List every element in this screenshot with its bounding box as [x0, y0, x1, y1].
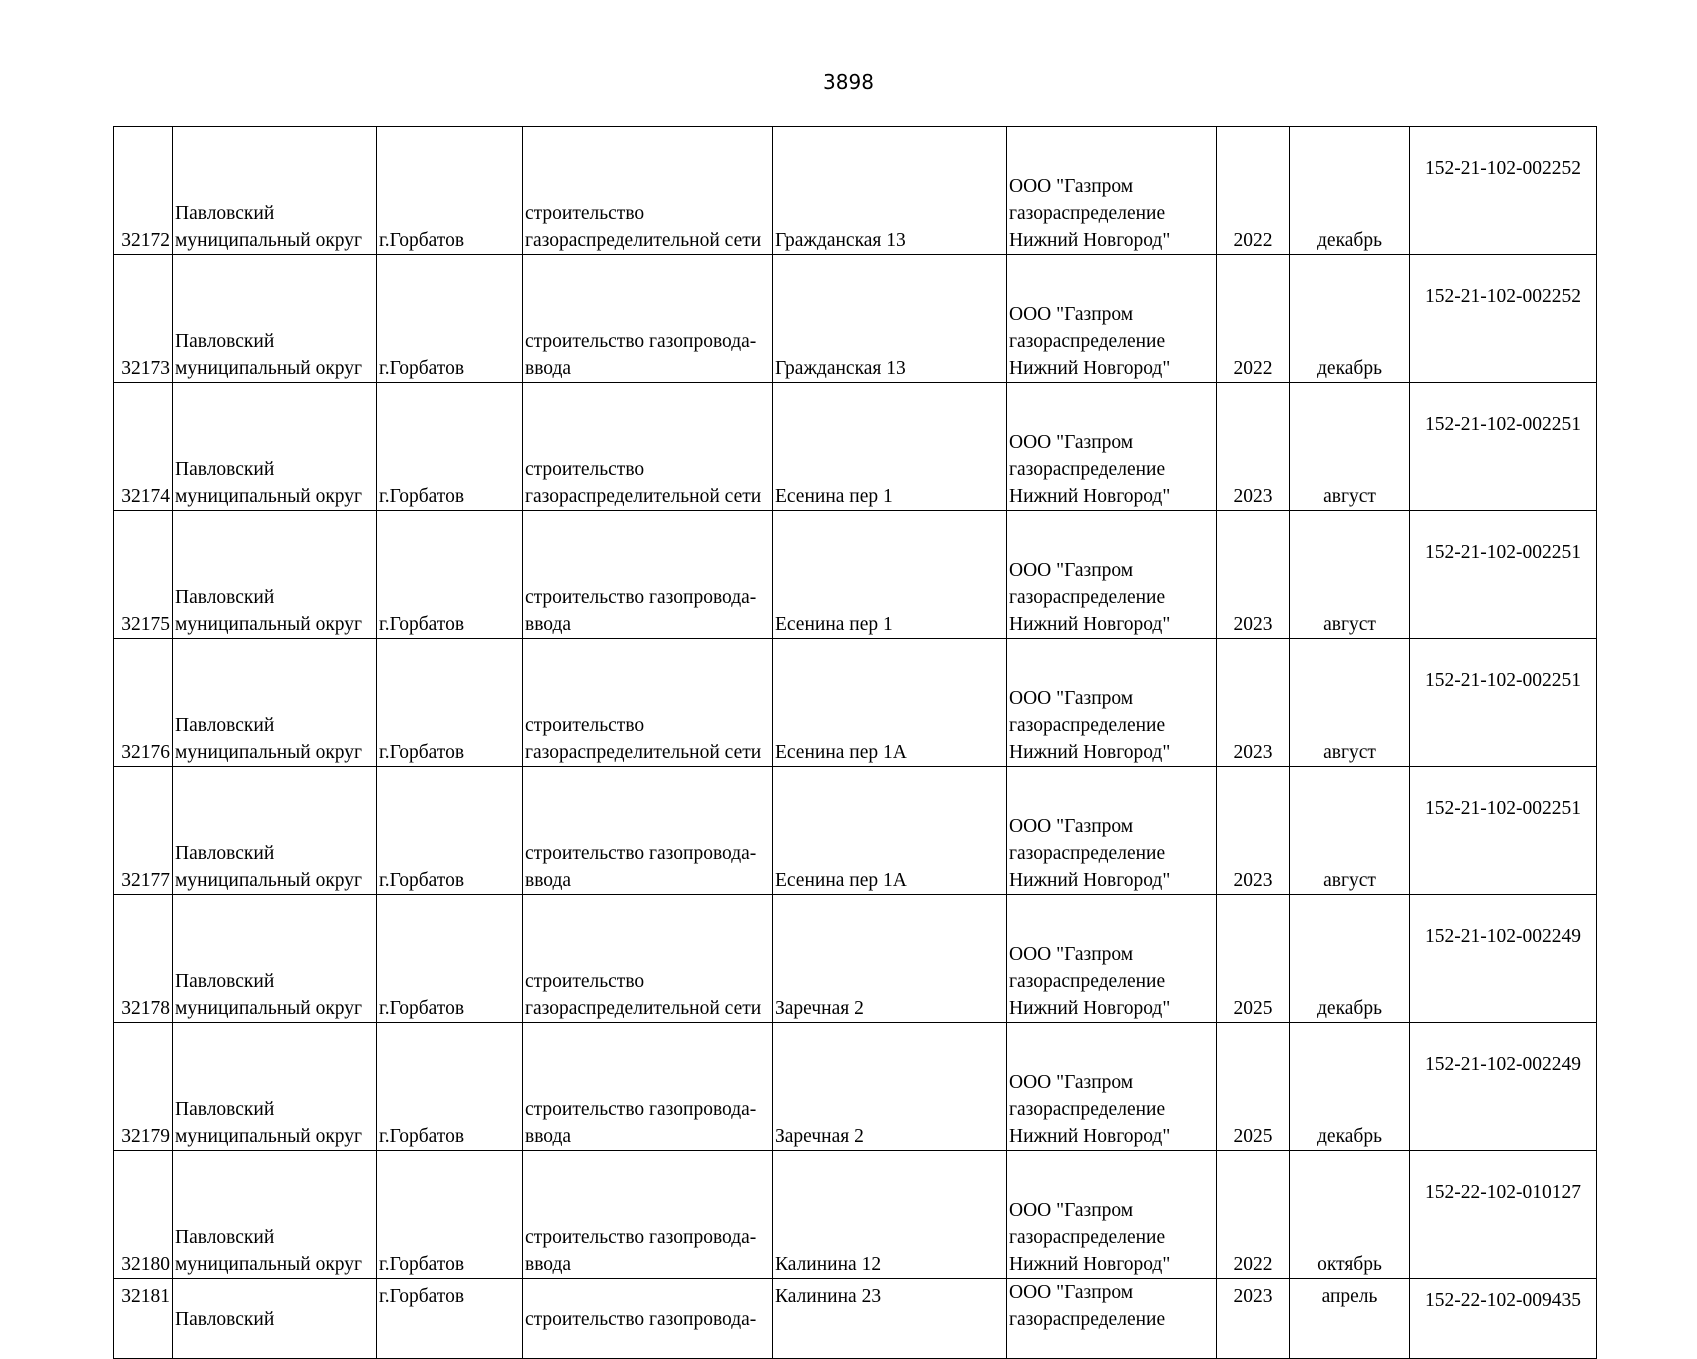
address-cell — [773, 639, 1007, 767]
organization-line: Нижний Новгород" — [1009, 1126, 1171, 1147]
row-number-cell — [114, 767, 173, 895]
address: Есенина пер 1 — [775, 486, 893, 507]
organization-cell — [1007, 127, 1217, 255]
organization-line: Нижний Новгород" — [1009, 230, 1171, 251]
district-line: муниципальный округ — [175, 998, 363, 1019]
city: г.Горбатов — [379, 742, 465, 763]
work-type-line: строительство — [525, 459, 645, 480]
organization-line: Нижний Новгород" — [1009, 998, 1171, 1019]
row-number: 32178 — [121, 998, 170, 1019]
object-number-cell — [1410, 1023, 1597, 1151]
organization-cell — [1007, 1023, 1217, 1151]
work-type-cell — [523, 639, 773, 767]
year: 2023 — [1233, 742, 1273, 763]
month: декабрь — [1317, 1126, 1382, 1147]
organization-line: Нижний Новгород" — [1009, 1254, 1171, 1275]
district-line: Павловский — [175, 587, 275, 608]
city: г.Горбатов — [379, 1126, 465, 1147]
object-number: 152-21-102-002251 — [1425, 414, 1581, 435]
district-line: муниципальный округ — [175, 230, 363, 251]
year-cell — [1217, 895, 1290, 1023]
district-line: муниципальный округ — [175, 358, 363, 379]
organization-line: Нижний Новгород" — [1009, 358, 1171, 379]
month: август — [1323, 614, 1376, 635]
row-number: 32175 — [121, 614, 170, 635]
organization-line: газораспределение — [1009, 203, 1166, 224]
month: октябрь — [1317, 1254, 1382, 1275]
object-number-cell — [1410, 1151, 1597, 1279]
object-number-cell — [1410, 383, 1597, 511]
month-cell — [1290, 895, 1410, 1023]
row-number: 32174 — [121, 486, 170, 507]
organization-cell — [1007, 639, 1217, 767]
work-type-line: строительство газопровода- — [525, 1099, 757, 1120]
work-type-cell — [523, 127, 773, 255]
address: Есенина пер 1А — [775, 870, 907, 891]
address: Есенина пер 1 — [775, 614, 893, 635]
month-cell — [1290, 383, 1410, 511]
organization-line: ООО "Газпром — [1009, 816, 1134, 837]
row-number-cell — [114, 1023, 173, 1151]
city-cell — [377, 383, 523, 511]
district-line: муниципальный округ — [175, 614, 363, 635]
month: апрель — [1321, 1286, 1378, 1307]
year-cell — [1217, 1151, 1290, 1279]
year-cell — [1217, 639, 1290, 767]
object-number-cell — [1410, 895, 1597, 1023]
object-number: 152-21-102-002251 — [1425, 798, 1581, 819]
table-row — [114, 1023, 1597, 1151]
object-number-cell — [1410, 767, 1597, 895]
work-type-cell — [523, 1151, 773, 1279]
address-cell — [773, 895, 1007, 1023]
city: г.Горбатов — [379, 1254, 465, 1275]
organization-line: ООО "Газпром — [1009, 560, 1134, 581]
year: 2025 — [1233, 1126, 1273, 1147]
year-cell — [1217, 255, 1290, 383]
organization-line: газораспределение — [1009, 1099, 1166, 1120]
object-number-cell — [1410, 639, 1597, 767]
organization-line: ООО "Газпром — [1009, 1200, 1134, 1221]
work-type-cell — [523, 383, 773, 511]
row-number: 32180 — [121, 1254, 170, 1275]
organization-cell — [1007, 767, 1217, 895]
city-cell — [377, 639, 523, 767]
gasification-table — [113, 126, 1597, 1359]
month: декабрь — [1317, 358, 1382, 379]
table-row — [114, 1279, 1597, 1359]
object-number-cell — [1410, 127, 1597, 255]
table-row — [114, 255, 1597, 383]
organization-line: газораспределение — [1009, 971, 1166, 992]
row-number: 32173 — [121, 358, 170, 379]
table-row — [114, 127, 1597, 255]
district-cell — [173, 127, 377, 255]
year-cell — [1217, 511, 1290, 639]
organization-cell — [1007, 1279, 1217, 1359]
city: г.Горбатов — [379, 230, 465, 251]
object-number: 152-21-102-002251 — [1425, 670, 1581, 691]
table-row — [114, 383, 1597, 511]
work-type-line: строительство газопровода- — [525, 1309, 757, 1330]
work-type-line: ввода — [525, 1254, 572, 1275]
district-line: Павловский — [175, 459, 275, 480]
object-number: 152-21-102-002249 — [1425, 926, 1581, 947]
row-number-cell — [114, 639, 173, 767]
page-number: 3898 — [823, 70, 874, 94]
work-type-cell — [523, 511, 773, 639]
table-row — [114, 639, 1597, 767]
month-cell — [1290, 1151, 1410, 1279]
address: Гражданская 13 — [775, 230, 906, 251]
district-line: Павловский — [175, 331, 275, 352]
organization-line: газораспределение — [1009, 331, 1166, 352]
work-type-line: строительство — [525, 203, 645, 224]
year-cell — [1217, 127, 1290, 255]
district-line: Павловский — [175, 1227, 275, 1248]
organization-line: ООО "Газпром — [1009, 1072, 1134, 1093]
year: 2022 — [1233, 230, 1273, 251]
year-cell — [1217, 383, 1290, 511]
month: декабрь — [1317, 998, 1382, 1019]
address: Калинина 23 — [775, 1286, 882, 1307]
row-number-cell — [114, 1151, 173, 1279]
table-row — [114, 511, 1597, 639]
month: август — [1323, 870, 1376, 891]
work-type-line: газораспределительной сети — [525, 742, 762, 763]
address-cell — [773, 767, 1007, 895]
organization-line: газораспределение — [1009, 1309, 1166, 1330]
organization-line: газораспределение — [1009, 715, 1166, 736]
year: 2023 — [1233, 1286, 1273, 1307]
month: август — [1323, 742, 1376, 763]
district-cell — [173, 383, 377, 511]
city-cell — [377, 1023, 523, 1151]
district-line: муниципальный округ — [175, 742, 363, 763]
organization-line: ООО "Газпром — [1009, 944, 1134, 965]
row-number-cell — [114, 127, 173, 255]
city-cell — [377, 767, 523, 895]
work-type-line: строительство газопровода- — [525, 843, 757, 864]
table-row — [114, 1151, 1597, 1279]
month-cell — [1290, 639, 1410, 767]
city-cell — [377, 511, 523, 639]
work-type-cell — [523, 255, 773, 383]
work-type-line: строительство — [525, 715, 645, 736]
address-cell — [773, 255, 1007, 383]
row-number: 32176 — [121, 742, 170, 763]
month: декабрь — [1317, 230, 1382, 251]
district-cell — [173, 767, 377, 895]
month: август — [1323, 486, 1376, 507]
organization-line: газораспределение — [1009, 843, 1166, 864]
district-line: Павловский — [175, 971, 275, 992]
month-cell — [1290, 1279, 1410, 1359]
year: 2022 — [1233, 358, 1273, 379]
year: 2023 — [1233, 870, 1273, 891]
organization-line: ООО "Газпром — [1009, 176, 1134, 197]
year: 2025 — [1233, 998, 1273, 1019]
work-type-cell — [523, 767, 773, 895]
district-cell — [173, 511, 377, 639]
object-number: 152-22-102-010127 — [1425, 1182, 1581, 1203]
object-number: 152-22-102-009435 — [1425, 1290, 1581, 1311]
work-type-line: ввода — [525, 614, 572, 635]
district-cell — [173, 1151, 377, 1279]
city: г.Горбатов — [379, 870, 465, 891]
row-number-cell — [114, 1279, 173, 1359]
object-number-cell — [1410, 255, 1597, 383]
object-number: 152-21-102-002252 — [1425, 286, 1581, 307]
district-line: муниципальный округ — [175, 870, 363, 891]
district-cell — [173, 639, 377, 767]
work-type-line: газораспределительной сети — [525, 486, 762, 507]
object-number: 152-21-102-002249 — [1425, 1054, 1581, 1075]
address: Гражданская 13 — [775, 358, 906, 379]
district-cell — [173, 1023, 377, 1151]
address: Заречная 2 — [775, 998, 864, 1019]
year-cell — [1217, 767, 1290, 895]
organization-line: Нижний Новгород" — [1009, 486, 1171, 507]
year-cell — [1217, 1023, 1290, 1151]
object-number-cell — [1410, 1279, 1597, 1359]
district-cell — [173, 1279, 377, 1359]
address-cell — [773, 127, 1007, 255]
organization-line: Нижний Новгород" — [1009, 614, 1171, 635]
work-type-line: строительство газопровода- — [525, 1227, 757, 1248]
row-number-cell — [114, 895, 173, 1023]
district-line: муниципальный округ — [175, 1126, 363, 1147]
organization-line: ООО "Газпром — [1009, 1282, 1134, 1303]
month-cell — [1290, 767, 1410, 895]
address-cell — [773, 1279, 1007, 1359]
organization-cell — [1007, 895, 1217, 1023]
city-cell — [377, 1279, 523, 1359]
table-row — [114, 767, 1597, 895]
work-type-line: ввода — [525, 1126, 572, 1147]
object-number: 152-21-102-002251 — [1425, 542, 1581, 563]
city: г.Горбатов — [379, 614, 465, 635]
table-body — [114, 127, 1597, 1359]
district-line: Павловский — [175, 203, 275, 224]
organization-line: ООО "Газпром — [1009, 432, 1134, 453]
district-cell — [173, 255, 377, 383]
work-type-line: газораспределительной сети — [525, 230, 762, 251]
organization-line: ООО "Газпром — [1009, 304, 1134, 325]
address-cell — [773, 1023, 1007, 1151]
city-cell — [377, 127, 523, 255]
organization-cell — [1007, 511, 1217, 639]
city-cell — [377, 255, 523, 383]
address-cell — [773, 383, 1007, 511]
organization-cell — [1007, 1151, 1217, 1279]
city: г.Горбатов — [379, 486, 465, 507]
work-type-line: строительство — [525, 971, 645, 992]
organization-cell — [1007, 383, 1217, 511]
row-number-cell — [114, 255, 173, 383]
work-type-cell — [523, 1279, 773, 1359]
row-number: 32177 — [121, 870, 170, 891]
organization-line: ООО "Газпром — [1009, 688, 1134, 709]
district-line: муниципальный округ — [175, 486, 363, 507]
city: г.Горбатов — [379, 358, 465, 379]
row-number-cell — [114, 511, 173, 639]
row-number: 32181 — [121, 1286, 170, 1307]
year: 2023 — [1233, 486, 1273, 507]
organization-line: газораспределение — [1009, 459, 1166, 480]
work-type-line: строительство газопровода- — [525, 331, 757, 352]
month-cell — [1290, 255, 1410, 383]
year: 2023 — [1233, 614, 1273, 635]
work-type-line: ввода — [525, 358, 572, 379]
row-number: 32179 — [121, 1126, 170, 1147]
month-cell — [1290, 511, 1410, 639]
row-number: 32172 — [121, 230, 170, 251]
district-line: Павловский — [175, 1309, 275, 1330]
row-number-cell — [114, 383, 173, 511]
city: г.Горбатов — [379, 1286, 465, 1307]
address: Калинина 12 — [775, 1254, 882, 1275]
object-number: 152-21-102-002252 — [1425, 158, 1581, 179]
organization-cell — [1007, 255, 1217, 383]
work-type-cell — [523, 895, 773, 1023]
district-line: Павловский — [175, 843, 275, 864]
table-row — [114, 895, 1597, 1023]
organization-line: Нижний Новгород" — [1009, 870, 1171, 891]
district-cell — [173, 895, 377, 1023]
organization-line: газораспределение — [1009, 587, 1166, 608]
work-type-cell — [523, 1023, 773, 1151]
work-type-line: газораспределительной сети — [525, 998, 762, 1019]
address-cell — [773, 511, 1007, 639]
city: г.Горбатов — [379, 998, 465, 1019]
organization-line: газораспределение — [1009, 1227, 1166, 1248]
object-number-cell — [1410, 511, 1597, 639]
address-cell — [773, 1151, 1007, 1279]
year-cell — [1217, 1279, 1290, 1359]
work-type-line: ввода — [525, 870, 572, 891]
city-cell — [377, 1151, 523, 1279]
month-cell — [1290, 127, 1410, 255]
district-line: Павловский — [175, 715, 275, 736]
address: Есенина пер 1А — [775, 742, 907, 763]
work-type-line: строительство газопровода- — [525, 587, 757, 608]
address: Заречная 2 — [775, 1126, 864, 1147]
city-cell — [377, 895, 523, 1023]
year: 2022 — [1233, 1254, 1273, 1275]
organization-line: Нижний Новгород" — [1009, 742, 1171, 763]
month-cell — [1290, 1023, 1410, 1151]
district-line: муниципальный округ — [175, 1254, 363, 1275]
district-line: Павловский — [175, 1099, 275, 1120]
